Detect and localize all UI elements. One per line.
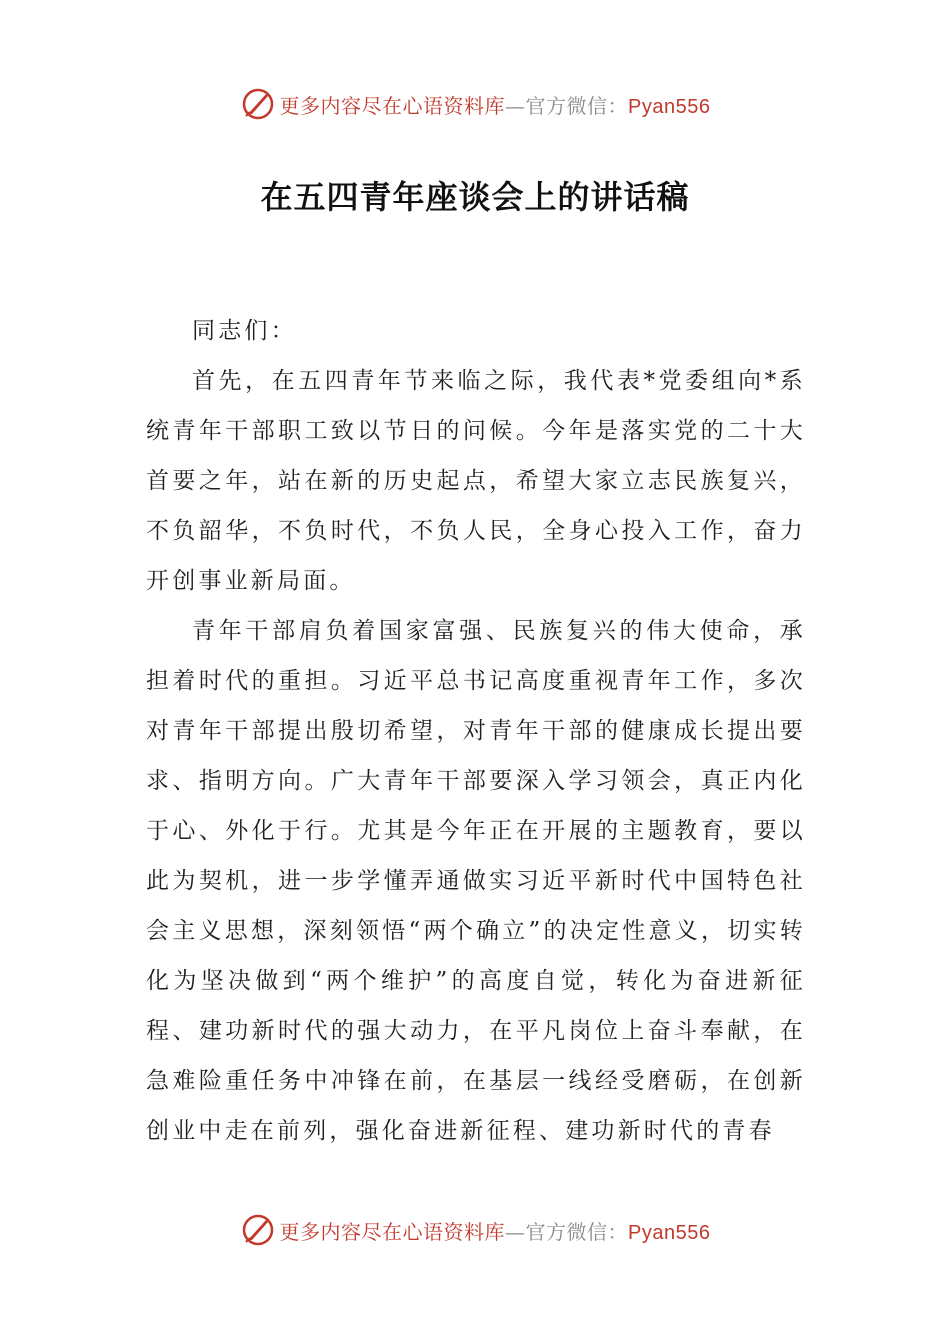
banner-dash: — bbox=[505, 1219, 526, 1244]
quill-pen-logo-icon bbox=[240, 1212, 276, 1248]
document-body bbox=[146, 306, 806, 1156]
quill-pen-logo-icon bbox=[240, 86, 276, 122]
paragraph: 首先，在五四青年节来临之际，我代表*党委组向*系统青年干部职工致以节日的问候。今年是落实党的二十大首要之年，站在新的历史起点，希望大家立志民族复兴，不负韶华，不负时代，不负人民，全身心投入工作，奋力开创事业新局面。 bbox=[146, 368, 806, 594]
banner-wechat-label: 官方微信： bbox=[525, 1219, 629, 1244]
footer-banner bbox=[0, 1210, 950, 1250]
banner-text bbox=[280, 1216, 711, 1245]
banner-red-text: 更多内容尽在心语资料库 bbox=[279, 1219, 506, 1244]
banner-dash: — bbox=[505, 93, 526, 118]
page-title: 在五四青年座谈会上的讲话稿 bbox=[260, 178, 690, 216]
banner-text bbox=[280, 90, 711, 119]
banner-wechat-id: Pyan556 bbox=[628, 95, 711, 118]
header-banner bbox=[0, 84, 950, 124]
salutation: 同志们： bbox=[192, 318, 297, 344]
paragraph: 青年干部肩负着国家富强、民族复兴的伟大使命，承担着时代的重担。习近平总书记高度重视青年工作，多次对青年干部提出殷切希望，对青年干部的健康成长提出要求、指明方向。广大青年干部要深入学习领会，真正内化于心、外化于行。尤其是今年正在开展的主题教育，要以此为契机，进一步学懂弄通做实习近平新时代中国特色社会主义思想，深刻领悟“两个确立”的决定性意义，切实转化为坚决做到“两个维护”的高度自觉，转化为奋进新征程、建功新时代的强大动力，在平凡岗位上奋斗奉献，在急难险重任务中冲锋在前，在基层一线经受磨砺，在创新创业中走在前列，强化奋进新征程、建功新时代的青春 bbox=[146, 618, 806, 1144]
banner-wechat-id: Pyan556 bbox=[628, 1221, 711, 1244]
banner-wechat-label: 官方微信： bbox=[525, 93, 629, 118]
banner-red-text: 更多内容尽在心语资料库 bbox=[279, 93, 506, 118]
